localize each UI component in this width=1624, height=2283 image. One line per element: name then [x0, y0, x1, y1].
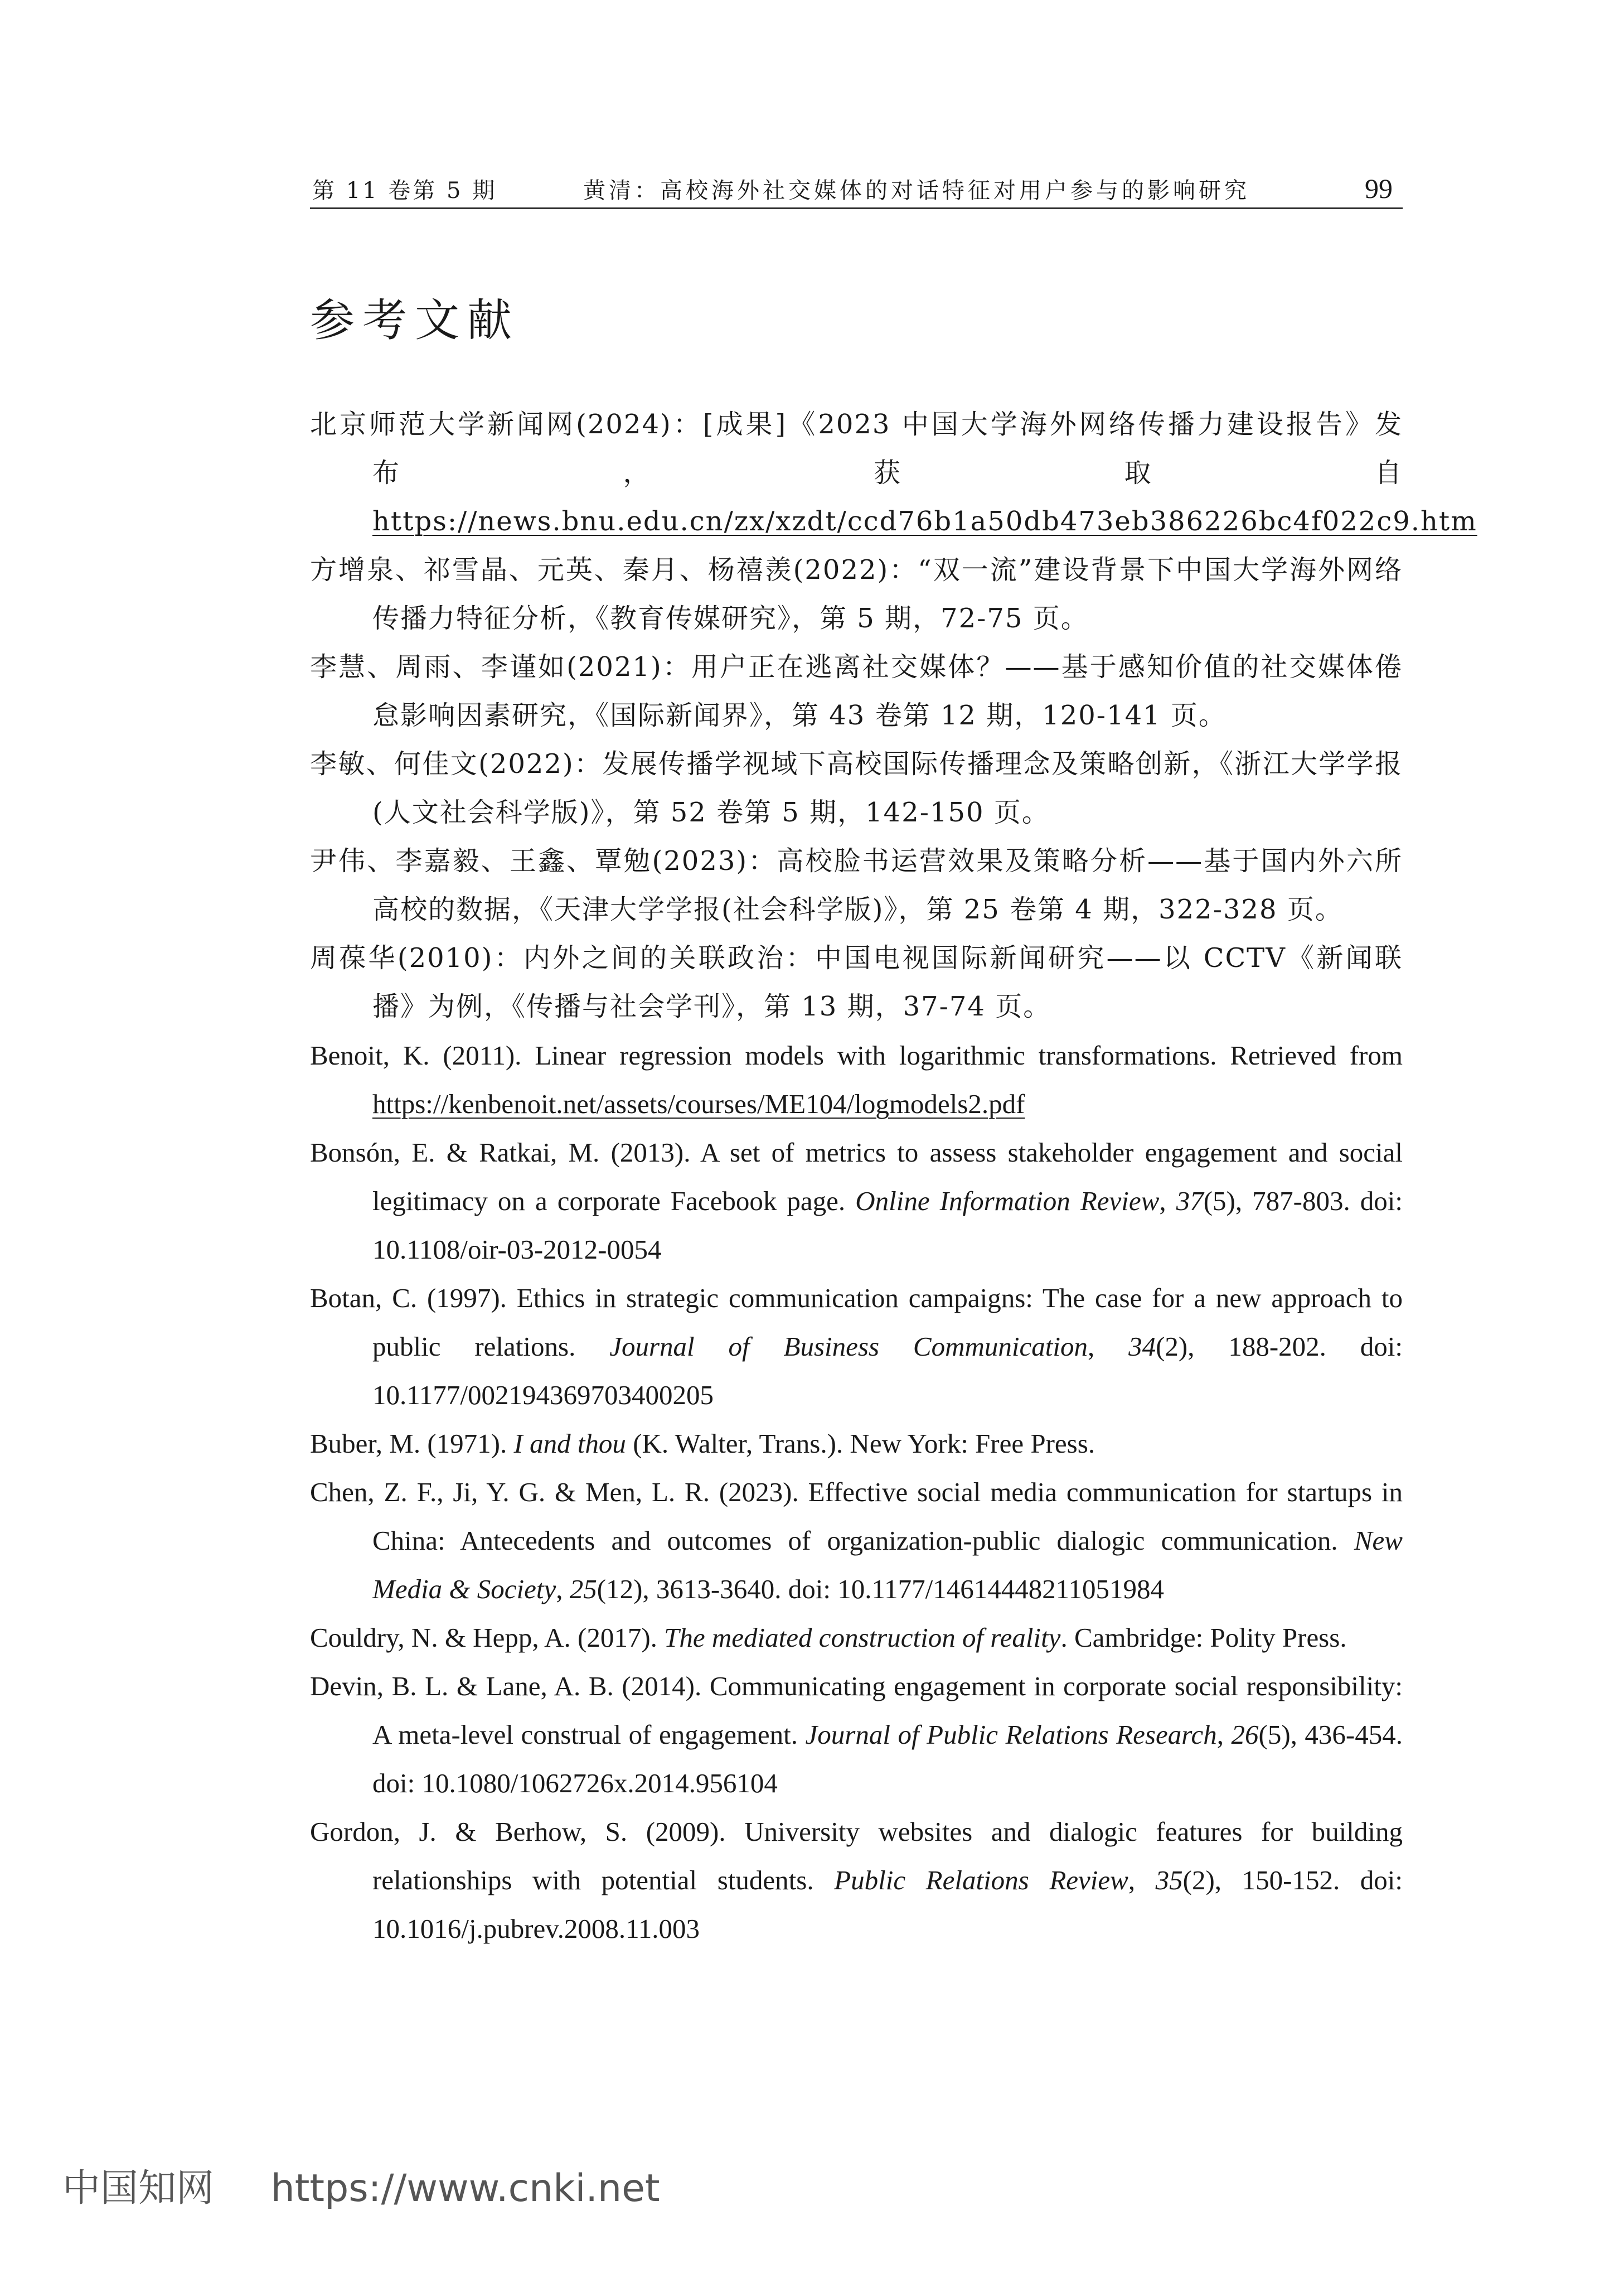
reference-text: ,	[556, 1574, 570, 1604]
cnki-watermark	[62, 2164, 660, 2214]
reference-italic-text: 25	[569, 1574, 597, 1604]
reference-text: Gordon, J. & Berhow, S. (2009). University websites and dialogic features for building relationships with potential students.	[310, 1816, 1403, 1895]
reference-text: (2), 150-152. doi: 10.1016/j.pubrev.2008.11.003	[372, 1865, 1403, 1944]
reference-entry	[310, 1128, 1403, 1274]
reference-entry	[310, 1419, 1403, 1468]
running-title: 黄清：高校海外社交媒体的对话特征对用户参与的影响研究	[583, 178, 1250, 204]
reference-text: (12), 3613-3640. doi: 10.1177/14614448211051984	[597, 1574, 1164, 1604]
reference-text: ,	[1216, 1719, 1232, 1750]
reference-text: Chen, Z. F., Ji, Y. G. & Men, L. R. (2023). Effective social media communication for startups in China: Antecedents and outcomes of organization-public dialogic communication.	[310, 1477, 1403, 1556]
reference-list	[310, 400, 1477, 1953]
reference-entry	[310, 400, 1477, 546]
reference-text: (5), 787-803. doi: 10.1108/oir-03-2012-0054	[372, 1186, 1403, 1265]
reference-italic-text: Online Information Review	[855, 1186, 1160, 1216]
reference-text: Devin, B. L. & Lane, A. B. (2014). Communicating engagement in corporate social responsibility: A meta-level construal of engagement.	[310, 1671, 1403, 1750]
reference-text: Couldry, N. & Hepp, A. (2017).	[310, 1622, 665, 1653]
reference-entry	[310, 837, 1403, 934]
reference-text: ,	[1087, 1331, 1129, 1362]
reference-entry	[310, 740, 1403, 837]
reference-text: 北京师范大学新闻网(2024)：[成果]《2023 中国大学海外网络传播力建设报告》发布，获取自	[310, 409, 1403, 488]
section-title: 参考文献	[310, 294, 520, 346]
reference-link[interactable]: https://news.bnu.edu.cn/zx/xzdt/ccd76b1a50db473eb386226bc4f022c9.htm	[372, 506, 1477, 537]
volume-issue: 第 11 卷第 5 期	[312, 178, 497, 204]
reference-italic-text: Journal of Business Communication	[609, 1331, 1088, 1362]
reference-italic-text: 35	[1155, 1865, 1183, 1895]
reference-text: Buber, M. (1971).	[310, 1428, 514, 1459]
page-number: 99	[1365, 173, 1393, 204]
reference-entry	[310, 643, 1403, 740]
reference-entry	[310, 1662, 1403, 1807]
reference-text: 方增泉、祁雪晶、元英、秦月、杨禧羡(2022)：“双一流”建设背景下中国大学海外网络传播力特征分析，《教育传媒研究》，第 5 期，72-75 页。	[310, 554, 1403, 634]
cnki-url[interactable]: https://www.cnki.net	[270, 2166, 660, 2211]
reference-entry	[310, 546, 1403, 643]
reference-entry	[310, 1613, 1403, 1662]
reference-text: (K. Walter, Trans.). New York: Free Press.	[626, 1428, 1095, 1459]
reference-italic-text: Journal of Public Relations Research	[805, 1719, 1217, 1750]
reference-text: ,	[1128, 1865, 1156, 1895]
running-header	[310, 174, 1403, 209]
reference-text: (2), 188-202. doi: 10.1177/002194369703400205	[372, 1331, 1403, 1410]
reference-text: Bonsón, E. & Ratkai, M. (2013). A set of metrics to assess stakeholder engagement and social legitimacy on a corporate Facebook page.	[310, 1137, 1403, 1216]
reference-text: 李慧、周雨、李谨如(2021)：用户正在逃离社交媒体？——基于感知价值的社交媒体倦怠影响因素研究，《国际新闻界》，第 43 卷第 12 期，120-141 页。	[310, 651, 1403, 731]
reference-text: 周葆华(2010)：内外之间的关联政治：中国电视国际新闻研究——以 CCTV《新闻联播》为例，《传播与社会学刊》，第 13 期，37-74 页。	[310, 942, 1403, 1022]
reference-entry	[310, 1031, 1403, 1128]
reference-italic-text: I and thou	[513, 1428, 626, 1459]
reference-italic-text: 34	[1128, 1331, 1156, 1362]
reference-entry	[310, 934, 1403, 1031]
cnki-logo-text: 中国知网	[62, 2166, 215, 2211]
reference-text: 尹伟、李嘉毅、王鑫、覃勉(2023)：高校脸书运营效果及策略分析——基于国内外六所高校的数据，《天津大学学报(社会科学版)》，第 25 卷第 4 期，322-328 页。	[310, 845, 1403, 925]
reference-text: Botan, C. (1997). Ethics in strategic communication campaigns: The case for a new approach to public relations.	[310, 1283, 1403, 1362]
reference-entry	[310, 1468, 1403, 1613]
reference-italic-text: Public Relations Review	[834, 1865, 1128, 1895]
reference-text: Benoit, K. (2011). Linear regression models with logarithmic transformations. Retrieved from	[310, 1040, 1403, 1071]
reference-italic-text: 37	[1176, 1186, 1204, 1216]
reference-link[interactable]: https://kenbenoit.net/assets/courses/ME104/logmodels2.pdf	[372, 1089, 1025, 1119]
reference-text: . Cambridge: Polity Press.	[1060, 1622, 1347, 1653]
reference-entry	[310, 1274, 1403, 1419]
reference-italic-text: 26	[1231, 1719, 1259, 1750]
reference-text: (5), 436-454. doi: 10.1080/1062726x.2014.956104	[372, 1719, 1403, 1798]
reference-italic-text: The mediated construction of reality	[664, 1622, 1061, 1653]
reference-entry	[310, 1807, 1403, 1953]
reference-text: 李敏、何佳文(2022)：发展传播学视域下高校国际传播理念及策略创新，《浙江大学学报(人文社会科学版)》，第 52 卷第 5 期，142-150 页。	[310, 748, 1403, 828]
reference-italic-text: New Media & Society	[372, 1525, 1403, 1604]
reference-text: ,	[1159, 1186, 1176, 1216]
